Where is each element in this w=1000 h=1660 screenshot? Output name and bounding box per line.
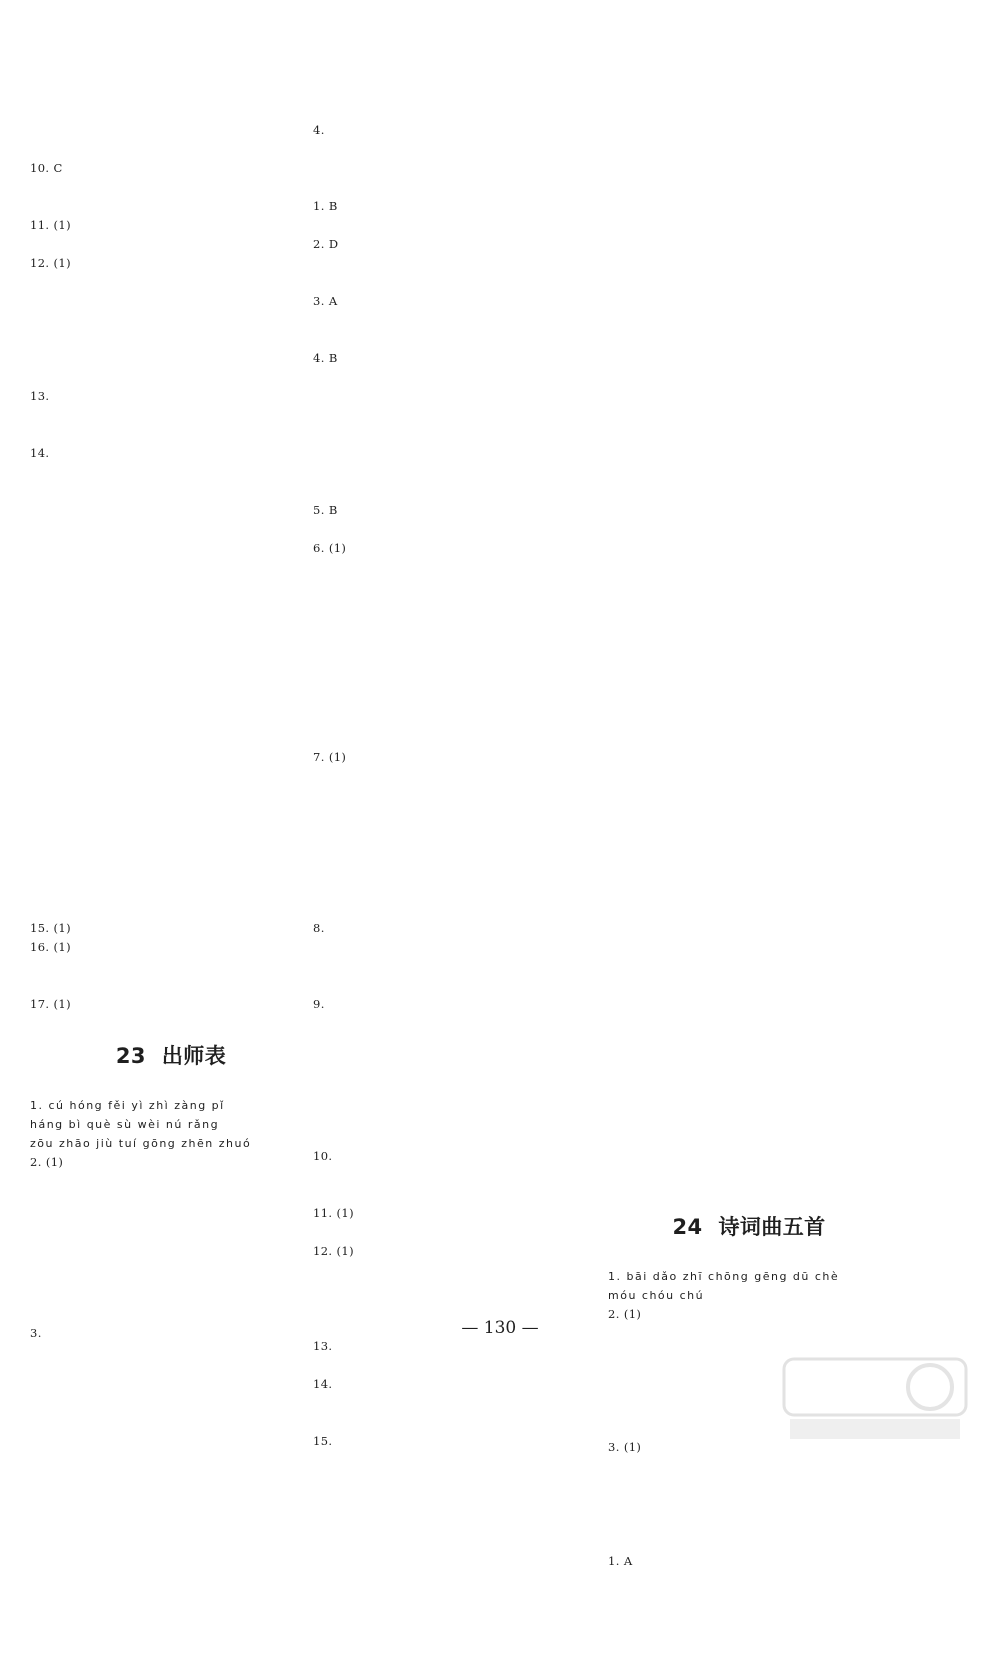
text-line: 7. (1) xyxy=(313,750,347,764)
text-line xyxy=(30,539,312,558)
text-line xyxy=(313,653,595,672)
text-line xyxy=(608,311,890,330)
text-line xyxy=(313,558,595,577)
text-line xyxy=(313,1280,595,1299)
text-line xyxy=(608,1052,890,1071)
text-line xyxy=(30,292,312,311)
text-line xyxy=(313,1185,595,1204)
page-number: — 130 — xyxy=(461,1318,539,1338)
text-line xyxy=(30,767,312,786)
text-line xyxy=(313,786,595,805)
text-line xyxy=(30,178,312,197)
text-line xyxy=(313,596,595,615)
text-line xyxy=(313,1451,595,1470)
text-line xyxy=(313,1603,595,1622)
text-line: 8. xyxy=(313,921,325,935)
text-line xyxy=(30,862,312,881)
text-line xyxy=(608,938,890,957)
text-line xyxy=(313,615,595,634)
section-heading: 出师表 xyxy=(161,1044,227,1068)
text-line xyxy=(30,330,312,349)
text-line xyxy=(30,463,312,482)
text-line xyxy=(608,1090,890,1109)
text-line xyxy=(30,140,312,159)
text-line xyxy=(608,748,890,767)
text-line xyxy=(608,957,890,976)
text-line xyxy=(30,729,312,748)
text-line xyxy=(30,786,312,805)
text-line xyxy=(608,1185,890,1204)
text-line xyxy=(313,1584,595,1603)
text-line xyxy=(608,1533,890,1552)
text-line: zōu zhāo jiù tuí gōng zhēn zhuó xyxy=(30,1137,252,1150)
text-line xyxy=(313,463,595,482)
text-line xyxy=(313,254,595,273)
text-line xyxy=(313,1394,595,1413)
text-line xyxy=(313,824,595,843)
text-line xyxy=(30,368,312,387)
text-line xyxy=(608,805,890,824)
text-line xyxy=(313,387,595,406)
text-line xyxy=(313,1527,595,1546)
text-line xyxy=(608,1014,890,1033)
text-line xyxy=(30,824,312,843)
text-line xyxy=(313,881,595,900)
text-line xyxy=(30,520,312,539)
text-line xyxy=(608,672,890,691)
text-line: 5. B xyxy=(313,503,338,517)
text-line: 11. (1) xyxy=(313,1206,355,1220)
text-line xyxy=(313,1109,595,1128)
column-right xyxy=(608,102,890,1568)
text-line xyxy=(608,634,890,653)
text-line xyxy=(30,406,312,425)
section-number: 24 xyxy=(672,1215,703,1239)
text-line: 14. xyxy=(30,446,50,460)
text-line xyxy=(313,1223,595,1242)
text-line xyxy=(313,672,595,691)
text-line xyxy=(313,140,595,159)
text-line xyxy=(313,1052,595,1071)
text-line xyxy=(608,824,890,843)
text-line: 13. xyxy=(313,1339,333,1353)
text-line xyxy=(608,843,890,862)
column-body xyxy=(608,102,890,1204)
text-line xyxy=(313,178,595,197)
text-line xyxy=(608,596,890,615)
text-line: 6. (1) xyxy=(313,541,347,555)
text-line xyxy=(608,444,890,463)
text-line xyxy=(30,653,312,672)
text-line xyxy=(30,691,312,710)
text-line xyxy=(313,691,595,710)
text-line xyxy=(608,881,890,900)
text-line xyxy=(608,995,890,1014)
text-line: móu chóu chú xyxy=(608,1289,705,1302)
text-line xyxy=(30,121,312,140)
column-body xyxy=(313,102,595,1660)
text-line xyxy=(313,1565,595,1584)
text-line xyxy=(30,843,312,862)
text-line xyxy=(608,729,890,748)
text-line xyxy=(30,577,312,596)
text-line xyxy=(313,1071,595,1090)
text-line xyxy=(30,273,312,292)
text-line xyxy=(313,1299,595,1318)
text-line xyxy=(30,1172,312,1191)
text-line xyxy=(608,235,890,254)
text-line xyxy=(313,767,595,786)
text-line xyxy=(608,463,890,482)
text-line xyxy=(313,1508,595,1527)
text-line xyxy=(313,1641,595,1660)
section-heading: 诗词曲五首 xyxy=(718,1215,826,1239)
text-line xyxy=(608,121,890,140)
text-line xyxy=(30,615,312,634)
text-line xyxy=(608,178,890,197)
text-line: 12. (1) xyxy=(30,256,72,270)
text-line xyxy=(30,805,312,824)
text-line xyxy=(30,672,312,691)
text-line xyxy=(313,273,595,292)
text-line xyxy=(313,1033,595,1052)
text-line xyxy=(608,406,890,425)
text-line xyxy=(608,1514,890,1533)
text-line xyxy=(608,900,890,919)
text-line xyxy=(30,1077,312,1096)
text-line: 1. B xyxy=(313,199,338,213)
text-line: 16. (1) xyxy=(30,940,72,954)
text-line xyxy=(608,1109,890,1128)
text-line xyxy=(313,216,595,235)
text-line: 15. (1) xyxy=(30,921,72,935)
text-line xyxy=(608,786,890,805)
text-line xyxy=(30,710,312,729)
text-line xyxy=(608,976,890,995)
text-line xyxy=(30,1210,312,1229)
text-line xyxy=(608,767,890,786)
text-line xyxy=(608,349,890,368)
text-line xyxy=(30,558,312,577)
section-number: 23 xyxy=(115,1044,146,1068)
text-line xyxy=(313,938,595,957)
text-line xyxy=(30,349,312,368)
text-line: 14. xyxy=(313,1377,333,1391)
text-line xyxy=(313,729,595,748)
text-line xyxy=(313,1622,595,1641)
text-line xyxy=(608,140,890,159)
text-line xyxy=(608,919,890,938)
text-line xyxy=(313,1128,595,1147)
text-line: 12. (1) xyxy=(313,1244,355,1258)
watermark-logo xyxy=(780,1353,970,1443)
text-line: 17. (1) xyxy=(30,997,72,1011)
text-line: 2. (1) xyxy=(30,1155,64,1169)
text-line xyxy=(313,1489,595,1508)
text-line: 1. A xyxy=(608,1554,633,1568)
text-line: 1. bāi dǎo zhī chōng gēng dū chè xyxy=(608,1270,840,1283)
text-line xyxy=(313,330,595,349)
text-line xyxy=(313,1166,595,1185)
text-line xyxy=(608,1248,890,1267)
text-line xyxy=(608,653,890,672)
text-line xyxy=(608,330,890,349)
text-line: 10. xyxy=(313,1149,333,1163)
text-line xyxy=(30,900,312,919)
text-line xyxy=(608,482,890,501)
text-line xyxy=(313,1470,595,1489)
text-line xyxy=(313,957,595,976)
text-line xyxy=(313,1090,595,1109)
text-line: 1. cú hóng fěi yì zhì zàng pǐ xyxy=(30,1099,225,1112)
text-line xyxy=(313,1261,595,1280)
text-line xyxy=(608,862,890,881)
text-line xyxy=(313,159,595,178)
text-line xyxy=(608,501,890,520)
text-line: 11. (1) xyxy=(30,218,72,232)
text-line xyxy=(313,1413,595,1432)
text-line xyxy=(30,311,312,330)
text-line xyxy=(30,1286,312,1305)
text-line xyxy=(313,425,595,444)
text-line xyxy=(608,254,890,273)
text-line xyxy=(608,577,890,596)
text-line xyxy=(608,1071,890,1090)
text-line xyxy=(30,1229,312,1248)
text-line xyxy=(313,900,595,919)
text-line: 13. xyxy=(30,389,50,403)
text-line xyxy=(313,368,595,387)
text-line xyxy=(30,748,312,767)
text-line xyxy=(313,311,595,330)
text-line: 2. D xyxy=(313,237,339,251)
section-title-23 xyxy=(30,1039,312,1073)
text-line xyxy=(30,501,312,520)
text-line xyxy=(608,1166,890,1185)
column-body xyxy=(30,102,312,1033)
text-line xyxy=(313,444,595,463)
text-line: háng bì què sù wèi nú rǎng xyxy=(30,1118,220,1131)
text-line: 3. xyxy=(30,1326,42,1340)
column-left xyxy=(30,102,312,1340)
text-line xyxy=(30,1014,312,1033)
text-line xyxy=(608,1033,890,1052)
text-line xyxy=(608,520,890,539)
text-line xyxy=(608,387,890,406)
text-line xyxy=(313,710,595,729)
text-line: 3. (1) xyxy=(608,1440,642,1454)
text-line xyxy=(30,1248,312,1267)
text-line xyxy=(30,197,312,216)
text-line xyxy=(608,691,890,710)
text-line xyxy=(30,482,312,501)
text-line xyxy=(608,425,890,444)
text-line xyxy=(30,976,312,995)
text-line xyxy=(608,1147,890,1166)
text-line xyxy=(608,292,890,311)
text-line xyxy=(608,102,890,121)
text-line xyxy=(30,596,312,615)
text-line xyxy=(608,1128,890,1147)
text-line xyxy=(608,710,890,729)
column-body-after-title xyxy=(30,1077,312,1343)
text-line: 10. C xyxy=(30,161,63,175)
text-line xyxy=(30,1267,312,1286)
text-line xyxy=(608,1495,890,1514)
text-line: 2. (1) xyxy=(608,1307,642,1321)
text-line xyxy=(30,235,312,254)
text-line xyxy=(30,425,312,444)
text-line xyxy=(608,273,890,292)
text-line xyxy=(313,862,595,881)
text-line xyxy=(30,1191,312,1210)
text-line: 4. B xyxy=(313,351,338,365)
text-line xyxy=(30,634,312,653)
text-line xyxy=(608,615,890,634)
text-line xyxy=(313,577,595,596)
text-line xyxy=(608,1457,890,1476)
text-line xyxy=(313,976,595,995)
text-line xyxy=(313,1014,595,1033)
watermark-icon xyxy=(780,1353,970,1443)
text-line xyxy=(608,197,890,216)
text-line xyxy=(313,482,595,501)
text-line xyxy=(313,634,595,653)
text-line xyxy=(313,1356,595,1375)
text-line xyxy=(313,520,595,539)
text-line xyxy=(608,558,890,577)
text-line xyxy=(608,539,890,558)
text-line xyxy=(608,216,890,235)
text-line xyxy=(313,1546,595,1565)
text-line xyxy=(313,102,595,121)
text-line: 9. xyxy=(313,997,325,1011)
text-line xyxy=(313,843,595,862)
text-line xyxy=(608,368,890,387)
text-line: 3. A xyxy=(313,294,338,308)
text-line xyxy=(30,102,312,121)
text-line xyxy=(313,805,595,824)
text-line xyxy=(608,159,890,178)
text-line xyxy=(608,1476,890,1495)
section-title-24 xyxy=(608,1210,890,1244)
text-line xyxy=(313,406,595,425)
text-line xyxy=(30,957,312,976)
text-line: 4. xyxy=(313,123,325,137)
text-line xyxy=(30,881,312,900)
text-line: 15. xyxy=(313,1434,333,1448)
